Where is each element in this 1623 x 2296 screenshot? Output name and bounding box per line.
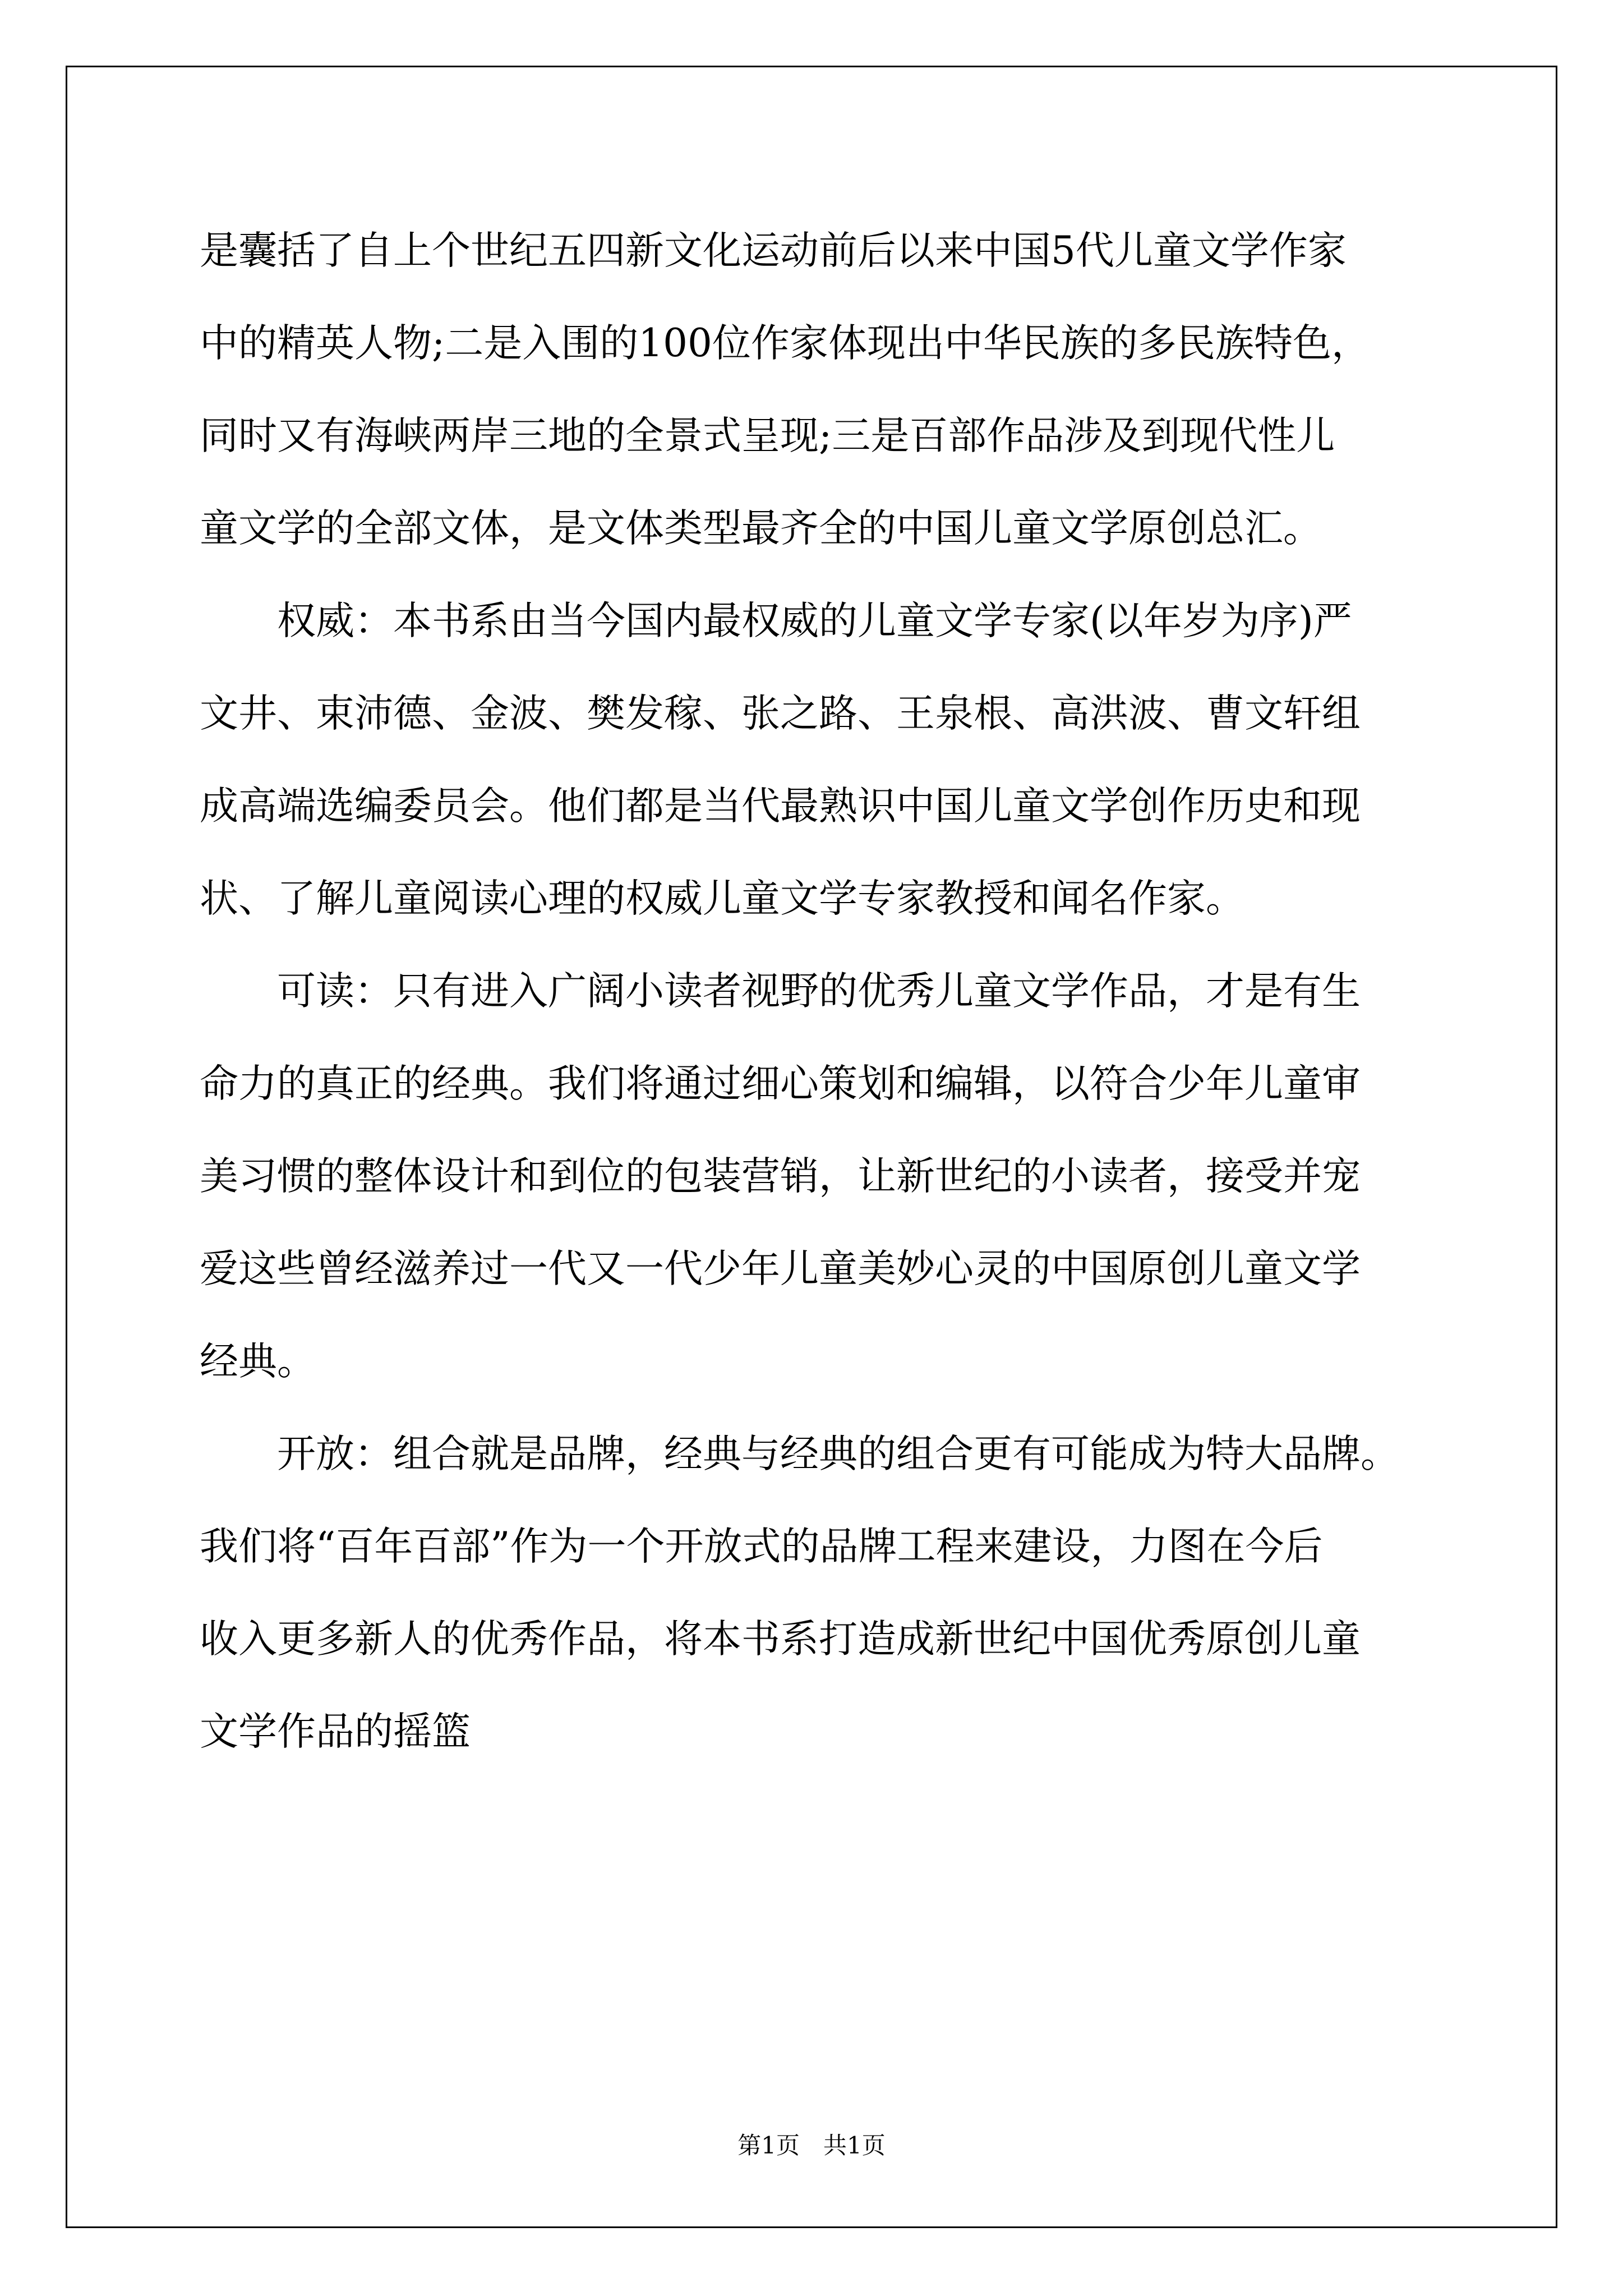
text-line: 经典。 <box>200 1339 316 1384</box>
text-line: 我们将“百年百部”作为一个开放式的品牌工程来建设，力图在今后 <box>200 1524 1323 1569</box>
text-line: 爱这些曾经滋养过一代又一代少年儿童美妙心灵的中国原创儿童文学 <box>200 1246 1361 1291</box>
text-line: 同时又有海峡两岸三地的全景式呈现;三是百部作品涉及到现代性儿 <box>200 413 1335 458</box>
text-line: 可读：只有进入广阔小读者视野的优秀儿童文学作品，才是有生 <box>200 969 1361 1014</box>
text-line: 文学作品的摇篮 <box>200 1709 471 1754</box>
text-line: 是囊括了自上个世纪五四新文化运动前后以来中国5代儿童文学作家 <box>200 228 1347 273</box>
document-body <box>200 205 1433 1778</box>
page-footer: 第1页 共1页 <box>737 2132 886 2159</box>
text-line: 文井、束沛德、金波、樊发稼、张之路、王泉根、高洪波、曹文轩组 <box>200 691 1361 736</box>
text-line: 命力的真正的经典。我们将通过细心策划和编辑，以符合少年儿童审 <box>200 1061 1361 1106</box>
text-line: 成高端选编委员会。他们都是当代最熟识中国儿童文学创作历史和现 <box>200 784 1361 829</box>
text-line: 童文学的全部文体，是文体类型最齐全的中国儿童文学原创总汇。 <box>200 506 1322 551</box>
text-line: 美习惯的整体设计和到位的包装营销，让新世纪的小读者，接受并宠 <box>200 1154 1361 1199</box>
text-line: 权威：本书系由当今国内最权威的儿童文学专家(以年岁为序)严 <box>200 599 1352 643</box>
text-line: 状、了解儿童阅读心理的权威儿童文学专家教授和闻名作家。 <box>200 876 1244 921</box>
text-line: 中的精英人物;二是入围的100位作家体现出中华民族的多民族特色， <box>200 321 1370 366</box>
text-line: 收入更多新人的优秀作品，将本书系打造成新世纪中国优秀原创儿童 <box>200 1617 1361 1662</box>
text-line: 开放：组合就是品牌，经典与经典的组合更有可能成为特大品牌。 <box>200 1432 1399 1476</box>
